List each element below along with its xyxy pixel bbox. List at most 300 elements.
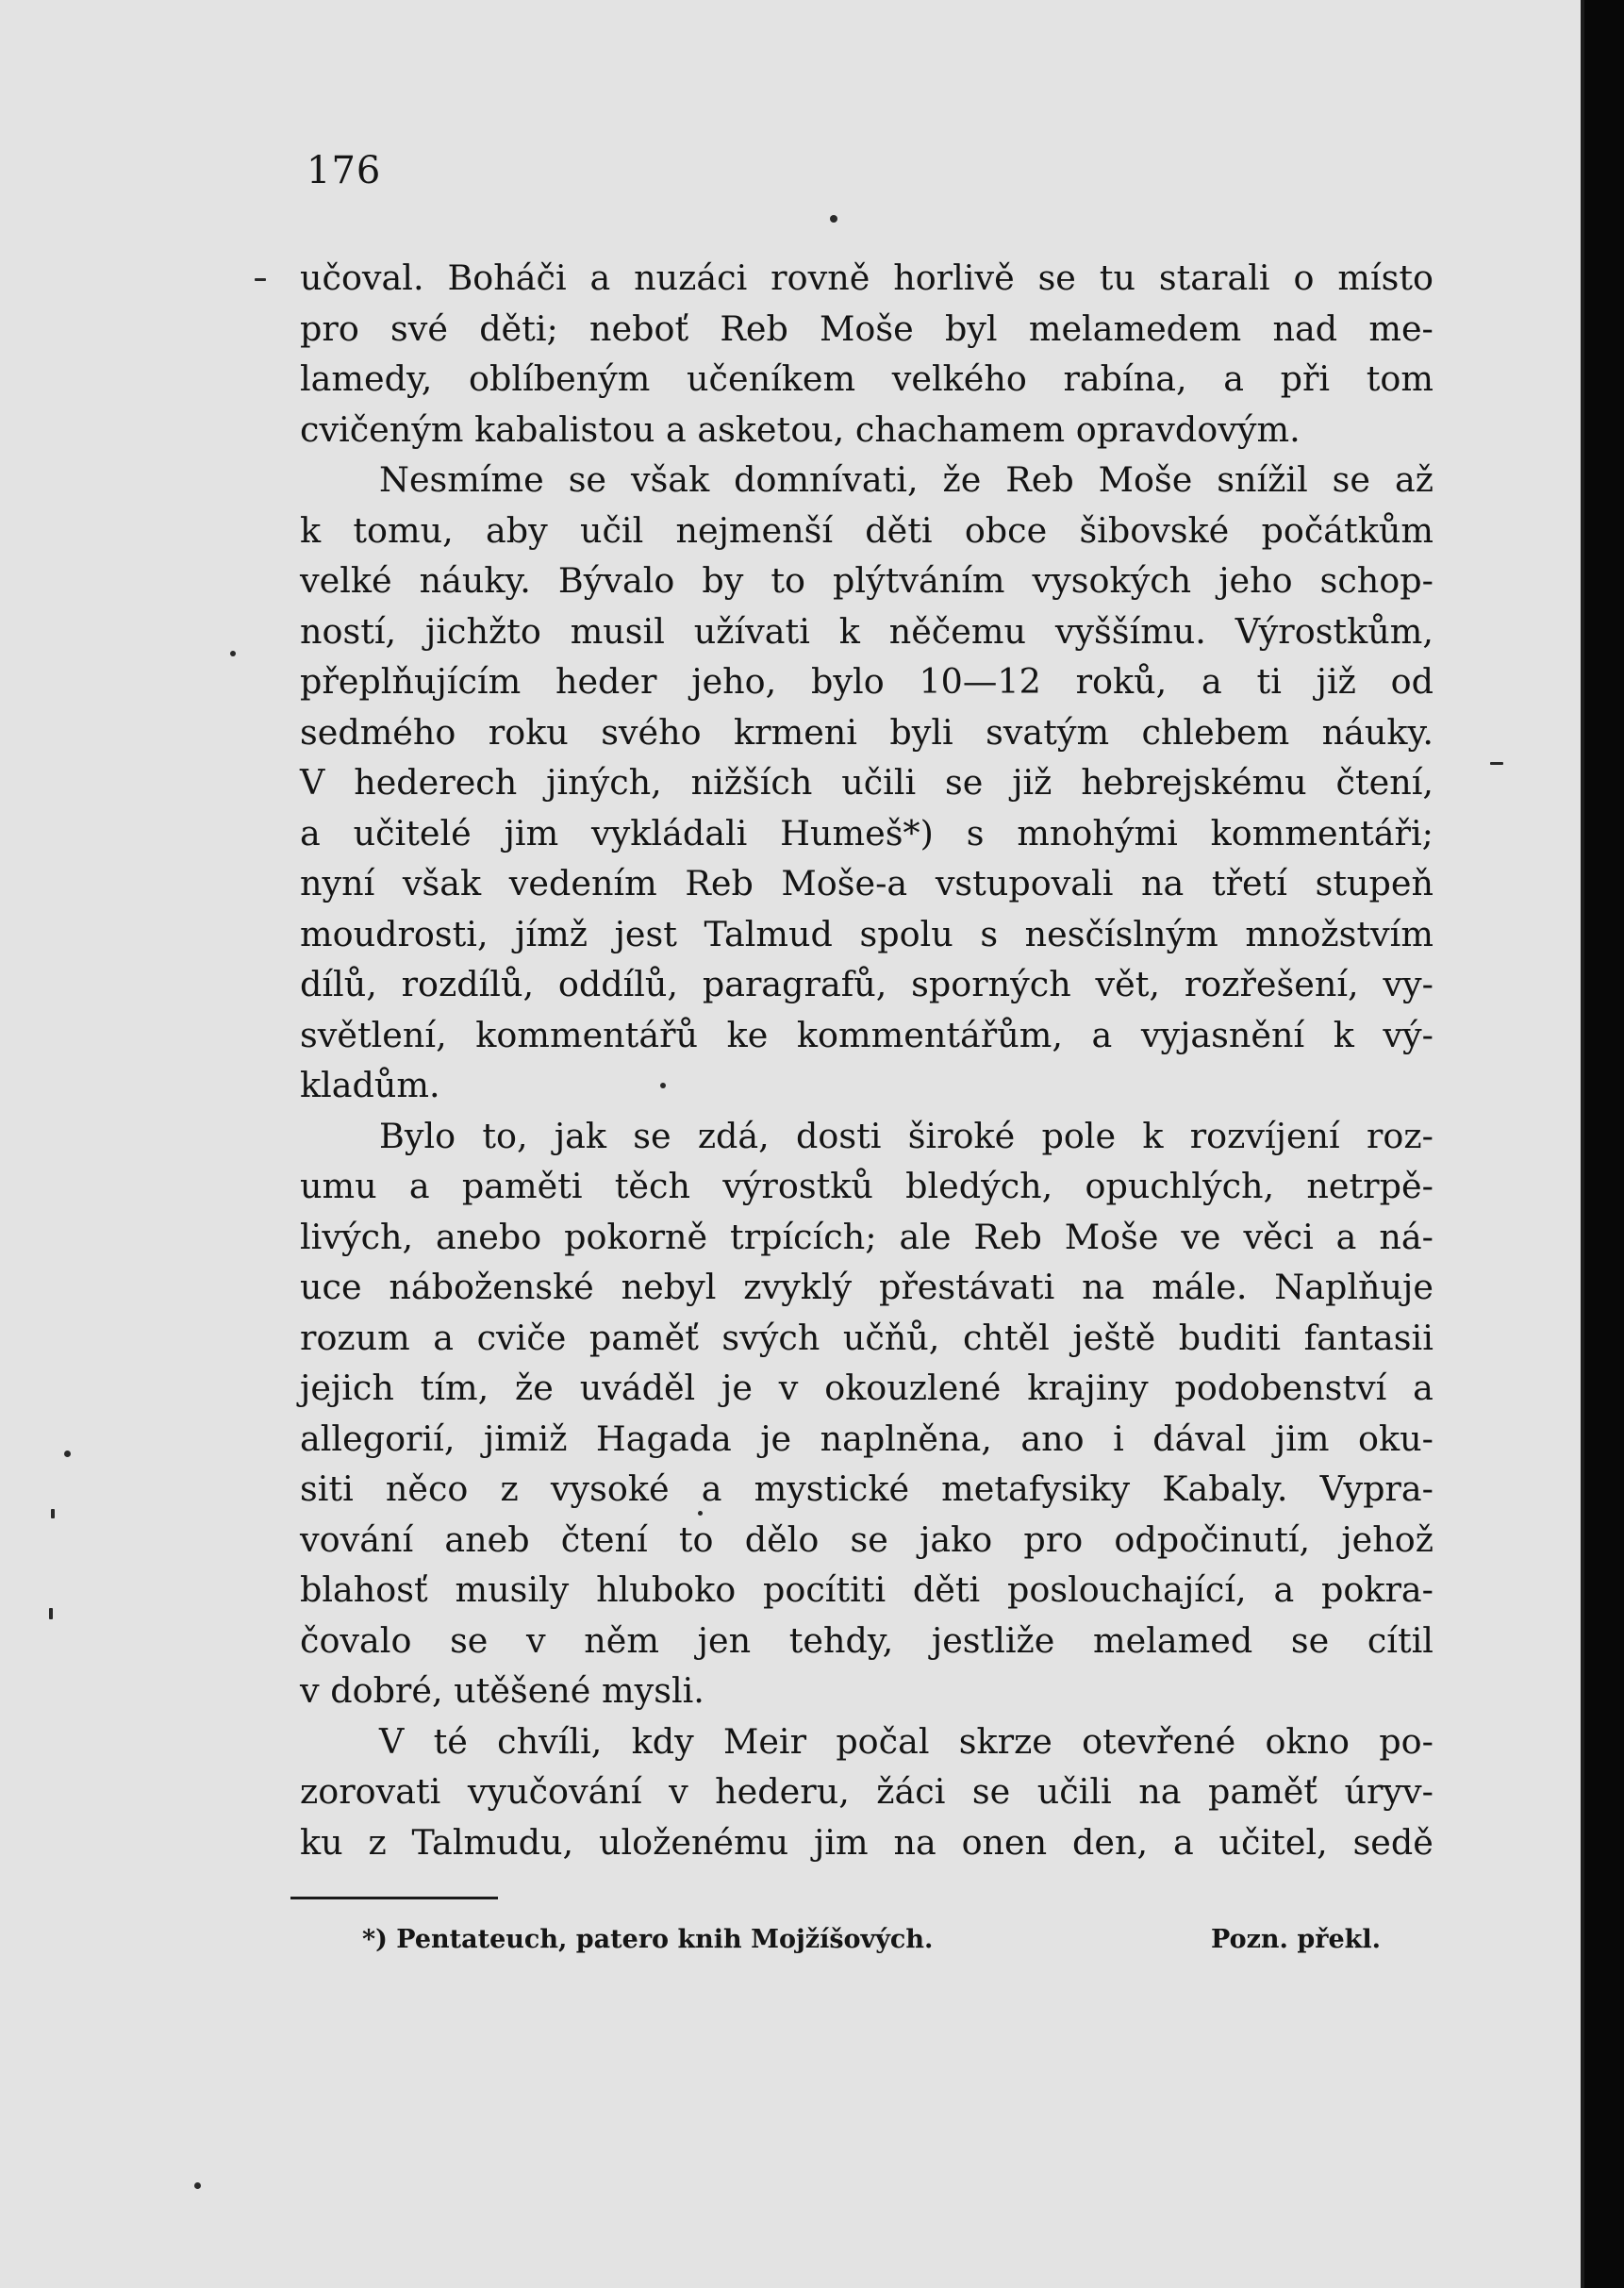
word: velké xyxy=(300,560,392,601)
word: kommentáři; xyxy=(1210,812,1433,854)
word: paragrafů, xyxy=(702,964,887,1004)
word: své xyxy=(390,307,448,349)
word: chvíli, xyxy=(497,1720,603,1762)
word: jim xyxy=(814,1821,869,1863)
word: poslouchající, xyxy=(1007,1569,1247,1610)
word: se xyxy=(850,1518,888,1560)
word: něčemu xyxy=(888,610,1026,652)
word: jeho xyxy=(1218,560,1293,601)
word: počátkům xyxy=(1261,509,1433,551)
word: Výrostkům, xyxy=(1235,610,1433,652)
ink-speck xyxy=(230,651,236,656)
word: to xyxy=(678,1518,714,1560)
word: od xyxy=(1390,661,1433,702)
word: paměť xyxy=(588,1317,699,1358)
word: krajiny xyxy=(1027,1368,1149,1408)
word: Bylo xyxy=(379,1115,456,1156)
word: jiných, xyxy=(546,762,662,803)
word: hederu, xyxy=(715,1771,850,1812)
word: jimiž xyxy=(483,1418,568,1459)
word: cítil xyxy=(1367,1619,1433,1661)
word: na xyxy=(1082,1267,1125,1307)
word: chlebem xyxy=(1141,711,1290,753)
word: vstupovali xyxy=(935,863,1114,904)
word: nejmenší xyxy=(675,509,834,551)
word: to xyxy=(771,560,806,601)
word: v xyxy=(778,1368,799,1408)
word: přestávati xyxy=(878,1267,1055,1307)
word: užívati xyxy=(693,610,810,652)
text-line xyxy=(300,909,1433,960)
word: starali xyxy=(1158,257,1270,298)
text-line xyxy=(300,253,1433,304)
word: Naplňuje xyxy=(1274,1267,1433,1307)
word: uváděl xyxy=(579,1368,696,1408)
word: metafysiky xyxy=(941,1468,1131,1509)
word: že xyxy=(515,1368,554,1408)
word: tom xyxy=(1366,358,1433,399)
word: okouzlené xyxy=(824,1368,1002,1408)
word: kdy xyxy=(631,1720,694,1762)
word: ností, xyxy=(300,610,397,652)
word: něco xyxy=(385,1468,469,1509)
text-line xyxy=(300,304,1433,355)
word: místo xyxy=(1337,257,1433,298)
text-line xyxy=(300,1464,1433,1515)
word: lamedy, xyxy=(300,358,433,399)
word: k xyxy=(838,610,860,652)
word: učeníkem xyxy=(687,358,856,399)
word: plýtváním xyxy=(833,560,1005,601)
word: Hagada xyxy=(595,1418,732,1459)
text-line xyxy=(300,1363,1433,1414)
word: s xyxy=(980,913,999,954)
word: ve xyxy=(1181,1216,1221,1257)
footnote-separator xyxy=(290,1897,498,1899)
word: den, xyxy=(1072,1821,1149,1863)
word: ti xyxy=(1256,661,1282,702)
text-line xyxy=(300,1565,1433,1616)
word: rozdílů, xyxy=(401,964,535,1004)
word: neboť xyxy=(589,307,689,349)
word: na xyxy=(893,1821,936,1863)
word: 10—12 xyxy=(919,661,1041,702)
word: svých xyxy=(721,1317,820,1358)
word: a xyxy=(1273,1569,1295,1610)
word: se xyxy=(633,1115,671,1156)
word: k xyxy=(300,509,322,551)
word: rozum xyxy=(300,1317,410,1358)
word: dílů, xyxy=(300,964,377,1004)
word: nesčíslným xyxy=(1024,913,1218,954)
word: mále. xyxy=(1152,1267,1248,1307)
text-line xyxy=(300,1262,1433,1313)
word: ano xyxy=(1020,1418,1085,1459)
word: rozvíjení xyxy=(1189,1115,1340,1156)
word: něm xyxy=(584,1619,660,1661)
translator-note: Pozn. překl. xyxy=(1211,1925,1381,1954)
word: heder xyxy=(555,661,657,702)
word: roku xyxy=(488,711,569,753)
text-line xyxy=(300,1515,1433,1566)
word: uloženému xyxy=(598,1821,789,1863)
text-line xyxy=(300,354,1433,405)
word: onen xyxy=(961,1821,1048,1863)
word: je xyxy=(721,1368,753,1408)
word: ná- xyxy=(1379,1216,1433,1257)
word: tehdy, xyxy=(788,1619,894,1661)
text-line: v dobré, utěšené mysli. xyxy=(300,1670,704,1711)
word: Moše xyxy=(820,307,914,349)
word: a xyxy=(589,257,611,298)
word: livých, xyxy=(300,1216,414,1257)
word: se xyxy=(450,1619,489,1661)
word: nuzáci xyxy=(634,257,748,298)
word: ku xyxy=(300,1821,343,1863)
word: učitelé xyxy=(353,812,472,854)
word: světlení, xyxy=(300,1014,447,1055)
word: Vypra- xyxy=(1319,1468,1433,1509)
word: v xyxy=(526,1619,546,1661)
word: učoval. xyxy=(300,257,424,298)
word: me- xyxy=(1368,307,1433,349)
word: zorovati xyxy=(300,1771,441,1812)
word: jeho, xyxy=(691,661,777,702)
text-line xyxy=(300,1766,1433,1817)
word: učili xyxy=(1036,1771,1112,1812)
ink-speck xyxy=(698,1511,703,1516)
word: oblíbeným xyxy=(469,358,651,399)
word: šibovské xyxy=(1079,509,1230,551)
ink-speck xyxy=(64,1451,71,1457)
word: jestliže xyxy=(931,1619,1055,1661)
word: děti xyxy=(912,1569,981,1610)
word: buditi xyxy=(1178,1317,1282,1358)
word: nižších xyxy=(690,762,813,803)
word: dosti xyxy=(796,1115,882,1156)
word: a xyxy=(1201,661,1222,702)
word: horlivě xyxy=(893,257,1015,298)
word: i xyxy=(1113,1418,1124,1459)
word: počal xyxy=(836,1720,930,1762)
word: se xyxy=(568,459,607,500)
word: hluboko xyxy=(596,1569,737,1610)
word: jehož xyxy=(1341,1518,1433,1560)
word: čovalo xyxy=(300,1619,412,1661)
word: náuky. xyxy=(1321,711,1433,753)
word: vět, xyxy=(1095,964,1161,1004)
word: se xyxy=(971,1771,1011,1812)
text-line xyxy=(300,1161,1433,1212)
word: snížil xyxy=(1217,459,1308,500)
word: z xyxy=(500,1468,519,1509)
text-line xyxy=(300,1111,1433,1162)
word: a xyxy=(1223,358,1244,399)
word: dával xyxy=(1152,1418,1247,1459)
word: jak xyxy=(554,1115,607,1156)
word: úryv- xyxy=(1344,1771,1433,1812)
word: nyní xyxy=(300,863,375,904)
word: již xyxy=(1012,762,1052,803)
word: otevřené xyxy=(1082,1720,1236,1762)
word: skrze xyxy=(958,1720,1052,1762)
word: kommentářům, xyxy=(796,1014,1063,1055)
word: nebyl xyxy=(621,1267,717,1307)
word: zdá, xyxy=(697,1115,770,1156)
word: výrostků xyxy=(722,1166,873,1206)
word: se xyxy=(1037,257,1076,298)
word: vyučování xyxy=(467,1771,642,1812)
word: čtení xyxy=(560,1518,648,1560)
text-line xyxy=(300,1414,1433,1465)
ink-speck xyxy=(830,215,837,223)
text-line xyxy=(300,959,1433,1010)
text-line xyxy=(300,707,1433,758)
word: při xyxy=(1280,358,1331,399)
ink-speck xyxy=(660,1083,666,1088)
text-line xyxy=(300,858,1433,909)
word: netrpě- xyxy=(1306,1166,1433,1206)
word: by xyxy=(702,560,744,601)
word: jichžto xyxy=(425,610,541,652)
word: sedě xyxy=(1352,1821,1433,1863)
word: opuchlých, xyxy=(1085,1166,1275,1206)
word: a xyxy=(1413,1368,1433,1408)
text-line xyxy=(300,506,1433,556)
word: že xyxy=(942,459,982,500)
word: se xyxy=(1290,1619,1330,1661)
word: pole xyxy=(1041,1115,1117,1156)
text-line: kladům. xyxy=(300,1065,440,1105)
word: třetí xyxy=(1211,863,1287,904)
word: přeplňujícím xyxy=(300,661,522,702)
word: jest xyxy=(614,913,677,954)
word: Talmudu, xyxy=(411,1821,574,1863)
page-edge-shadow xyxy=(1584,0,1624,2288)
word: učitel, xyxy=(1218,1821,1328,1863)
word: roků, xyxy=(1075,661,1168,702)
word: a xyxy=(1172,1821,1194,1863)
word: zvyklý xyxy=(743,1267,853,1307)
word: vý- xyxy=(1383,1014,1433,1055)
word: podobenství xyxy=(1174,1368,1387,1408)
word: krmeni xyxy=(734,711,857,753)
word: na xyxy=(1138,1771,1182,1812)
text-line xyxy=(300,1010,1433,1061)
word: paměť xyxy=(1207,1771,1317,1812)
word: o xyxy=(1293,257,1315,298)
text-line xyxy=(300,555,1433,606)
word: Moše xyxy=(1064,1216,1159,1257)
word: byli xyxy=(889,711,953,753)
ink-speck xyxy=(1490,762,1503,765)
word: Humeš*) xyxy=(780,812,934,854)
word: schop- xyxy=(1319,560,1433,601)
word: Talmud xyxy=(704,913,833,954)
word: náuky. xyxy=(419,560,531,601)
word: jímž xyxy=(515,913,588,954)
word: svého xyxy=(601,711,702,753)
word: siti xyxy=(300,1468,354,1509)
word: věci xyxy=(1243,1216,1314,1257)
footnote xyxy=(362,1925,1381,1954)
word: domnívati, xyxy=(734,459,919,500)
word: fantasii xyxy=(1303,1317,1433,1358)
word: melamedem xyxy=(1028,307,1242,349)
word: jejich xyxy=(300,1368,394,1408)
text-line xyxy=(300,606,1433,657)
word: již xyxy=(1316,661,1356,702)
word: vysokých xyxy=(1032,560,1192,601)
word: umu xyxy=(300,1166,377,1206)
word: naplněna, xyxy=(820,1418,992,1459)
word: učil xyxy=(579,509,644,551)
word: tomu, xyxy=(353,509,454,551)
word: množstvím xyxy=(1245,913,1433,954)
body-text xyxy=(300,253,1433,1867)
word: děti xyxy=(865,509,933,551)
word: hebrejskému xyxy=(1081,762,1307,803)
word: k xyxy=(1142,1115,1164,1156)
word: svatým xyxy=(986,711,1110,753)
word: pokra- xyxy=(1320,1569,1433,1610)
word: tu xyxy=(1099,257,1135,298)
word: musil xyxy=(570,610,665,652)
text-line xyxy=(300,1313,1433,1364)
word: V xyxy=(379,1720,405,1762)
word: čtení, xyxy=(1335,762,1433,803)
text-line xyxy=(300,1817,1433,1868)
word: rozřešení, xyxy=(1184,964,1359,1004)
text-line xyxy=(300,1212,1433,1263)
word: anebo xyxy=(436,1216,542,1257)
word: však xyxy=(630,459,710,500)
word: ke xyxy=(726,1014,769,1055)
word: z xyxy=(368,1821,387,1863)
text-line xyxy=(300,1716,1433,1767)
word: děti; xyxy=(479,307,558,349)
ink-speck xyxy=(51,1509,55,1518)
word: spolu xyxy=(859,913,953,954)
word: vyjasnění xyxy=(1140,1014,1305,1055)
word: s xyxy=(966,812,985,854)
word: však xyxy=(402,863,482,904)
word: jim xyxy=(1274,1418,1330,1459)
word: a xyxy=(300,812,321,854)
word: a xyxy=(1091,1014,1113,1055)
page-number: 176 xyxy=(307,149,382,192)
word: vedením xyxy=(508,863,657,904)
word: oddílů, xyxy=(557,964,679,1004)
text-line xyxy=(300,455,1433,506)
word: se xyxy=(1332,459,1371,500)
word: stupeň xyxy=(1315,863,1433,904)
word: allegorií, xyxy=(300,1418,456,1459)
word: náboženské xyxy=(389,1267,594,1307)
word: je xyxy=(760,1418,792,1459)
word: a xyxy=(408,1166,430,1206)
word: pro xyxy=(1023,1518,1084,1560)
word: oku- xyxy=(1357,1418,1433,1459)
word: učili xyxy=(841,762,917,803)
word: moudrosti, xyxy=(300,913,489,954)
word: uce xyxy=(300,1267,362,1307)
word: učňů, xyxy=(842,1317,940,1358)
word: bylo xyxy=(811,661,885,702)
word: pokorně xyxy=(564,1216,708,1257)
word: Reb xyxy=(720,307,788,349)
text-line xyxy=(300,757,1433,808)
word: Boháči xyxy=(447,257,567,298)
word: musily xyxy=(455,1569,570,1610)
word: to, xyxy=(482,1115,528,1156)
word: rabína, xyxy=(1063,358,1187,399)
word: vování xyxy=(300,1518,414,1560)
word: Bývalo xyxy=(557,560,675,601)
word: k xyxy=(1333,1014,1354,1055)
word: Nesmíme xyxy=(379,459,544,500)
word: Meir xyxy=(722,1720,807,1762)
word: odpočinutí, xyxy=(1114,1518,1311,1560)
word: žáci xyxy=(876,1771,946,1812)
word: ale xyxy=(899,1216,952,1257)
word: dělo xyxy=(744,1518,820,1560)
word: bledých, xyxy=(905,1166,1053,1206)
word: melamed xyxy=(1093,1619,1253,1661)
word: a xyxy=(433,1317,455,1358)
word: těch xyxy=(614,1166,690,1206)
word: Moše xyxy=(1098,459,1193,500)
word: byl xyxy=(944,307,998,349)
word: Moše-a xyxy=(781,863,908,904)
ink-speck xyxy=(255,278,266,281)
word: vy- xyxy=(1383,964,1433,1004)
word: se xyxy=(945,762,984,803)
word: Reb xyxy=(1005,459,1074,500)
word: Reb xyxy=(685,863,754,904)
word: trpících; xyxy=(730,1216,877,1257)
word: až xyxy=(1394,459,1433,500)
word: cviče xyxy=(476,1317,567,1358)
ink-speck xyxy=(49,1608,53,1619)
word: aby xyxy=(485,509,548,551)
word: tím, xyxy=(420,1368,489,1408)
word: té xyxy=(433,1720,468,1762)
word: vyššímu. xyxy=(1054,610,1206,652)
word: sporných xyxy=(911,964,1071,1004)
word: Reb xyxy=(973,1216,1042,1257)
text-line xyxy=(300,808,1433,859)
word: jim xyxy=(504,812,559,854)
footnote-text: *) Pentateuch, patero knih Mojžíšových. xyxy=(362,1925,934,1954)
word: pro xyxy=(300,307,359,349)
word: okno xyxy=(1265,1720,1351,1762)
word: obce xyxy=(964,509,1048,551)
word: V xyxy=(300,762,325,803)
word: blahosť xyxy=(300,1569,428,1610)
word: vysoké xyxy=(550,1468,670,1509)
word: ještě xyxy=(1072,1317,1156,1358)
word: aneb xyxy=(444,1518,530,1560)
word: velkého xyxy=(891,358,1027,399)
word: rovně xyxy=(771,257,870,298)
word: chtěl xyxy=(962,1317,1050,1358)
word: Kabaly. xyxy=(1162,1468,1288,1509)
word: kommentářů xyxy=(475,1014,699,1055)
word: paměti xyxy=(461,1166,583,1206)
word: hederech xyxy=(354,762,518,803)
word: roz- xyxy=(1366,1115,1433,1156)
